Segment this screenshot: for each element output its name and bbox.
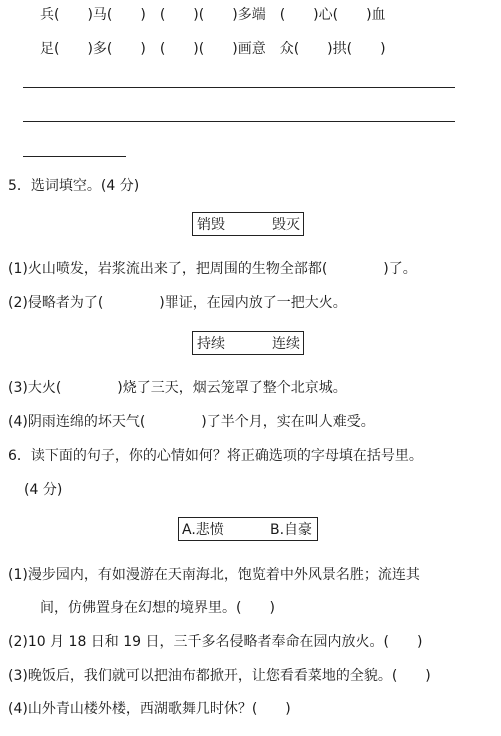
q5-item-3: (3)大火( )烧了三天，烟云笼罩了整个北京城。 — [8, 380, 347, 396]
q6-item-3: (3)晚饭后，我们就可以把油布都掀开，让您看看菜地的全貌。( ) — [8, 668, 431, 684]
answer-line-1 — [23, 87, 455, 88]
idiom-row-2: 足( )多( ) ( )( )画意 众( )拱( ) — [40, 41, 386, 57]
q5-item-1: (1)火山喷发，岩浆流出来了，把周围的生物全部都( )了。 — [8, 261, 417, 277]
q6-item-1-line-1: (1)漫步园内，有如漫游在天南海北，饱览着中外风景名胜；流连其 — [8, 567, 420, 583]
q5-title: 5．选词填空。(4 分) — [8, 178, 140, 194]
word-option: 连续 — [272, 336, 300, 352]
q6-item-4: (4)山外青山楼外楼，西湖歌舞几时休？( ) — [8, 701, 291, 717]
answer-line-2 — [23, 121, 455, 122]
option-a: A.悲愤 — [182, 522, 224, 538]
q6-title: 6．读下面的句子，你的心情如何？将正确选项的字母填在括号里。 — [8, 448, 423, 464]
q6-item-2: (2)10 月 18 日和 19 日，三千多名侵略者奉命在园内放火。( ) — [8, 634, 423, 650]
q5-item-4: (4)阴雨连绵的坏天气( )了半个月，实在叫人难受。 — [8, 414, 375, 430]
q5-item-2: (2)侵略者为了( )罪证，在园内放了一把大火。 — [8, 295, 347, 311]
word-option: 销毁 — [197, 217, 225, 233]
option-b: B.自豪 — [270, 522, 313, 538]
q6-points: (4 分) — [24, 482, 63, 498]
answer-line-3 — [23, 156, 126, 157]
q6-options-box — [178, 517, 318, 541]
word-option: 持续 — [197, 336, 225, 352]
q5-word-box-2 — [192, 331, 304, 355]
idiom-row-1: 兵( )马( ) ( )( )多端 ( )心( )血 — [40, 7, 386, 23]
word-option: 毁灭 — [272, 217, 300, 233]
q6-item-1-line-2: 间，仿佛置身在幻想的境界里。( ) — [40, 600, 275, 616]
q5-word-box-1 — [192, 212, 304, 236]
